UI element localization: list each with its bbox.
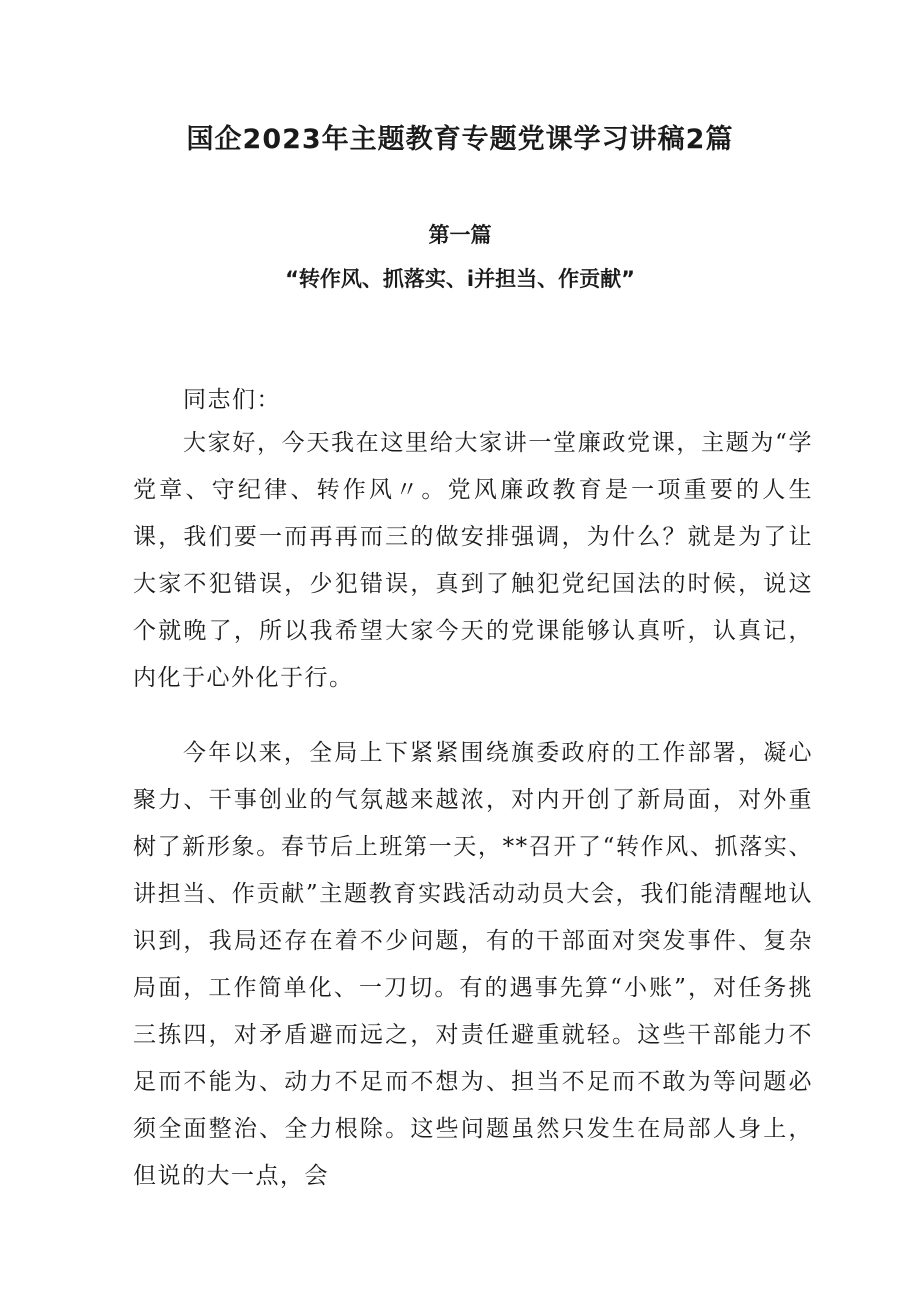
part-subtitle: “转作风、抓落实、i并担当、作贡献”	[285, 267, 635, 291]
paragraph-2: 今年以来，全局上下紧紧围绕旗委政府的工作部署，凝心聚力、干事创业的气氛越来越浓，对内开创了新局面，对外重树了新形象。春节后上班第一天，**召开了“转作风、抓落实、讲担当、作贡献”主题教育实践活动动员大会，我们能清醒地认识到，我局还存在着不少问题，有的干部面对突发事件、复杂局面，工作简单化、一刀切。有的遇事先算“小账”，对任务挑三拣四，对矛盾避而远之，对责任避重就轻。这些干部能力不足而不能为、动力不足而不想为、担当不足而不敢为等问题必须全面整治、全力根除。这些问题虽然只发生在局部人身上，但说的大一点，会	[133, 740, 813, 1189]
paragraph-1: 大家好，今天我在这里给大家讲一堂廉政党课，主题为“学党章、守纪律、转作风〃。党风廉政教育是一项重要的人生课，我们要一而再再而三的做安排强调，为什么？就是为了让大家不犯错误，少犯错误，真到了触犯党纪国法的时候，说这个就晚了，所以我希望大家今天的党课能够认真听，认真记，内化于心外化于行。	[133, 430, 813, 691]
document-title: 国企2023年主题教育专题党课学习讲稿2篇	[186, 124, 734, 155]
part-label: 第一篇	[428, 223, 492, 247]
salutation: 同志们：	[183, 387, 281, 413]
